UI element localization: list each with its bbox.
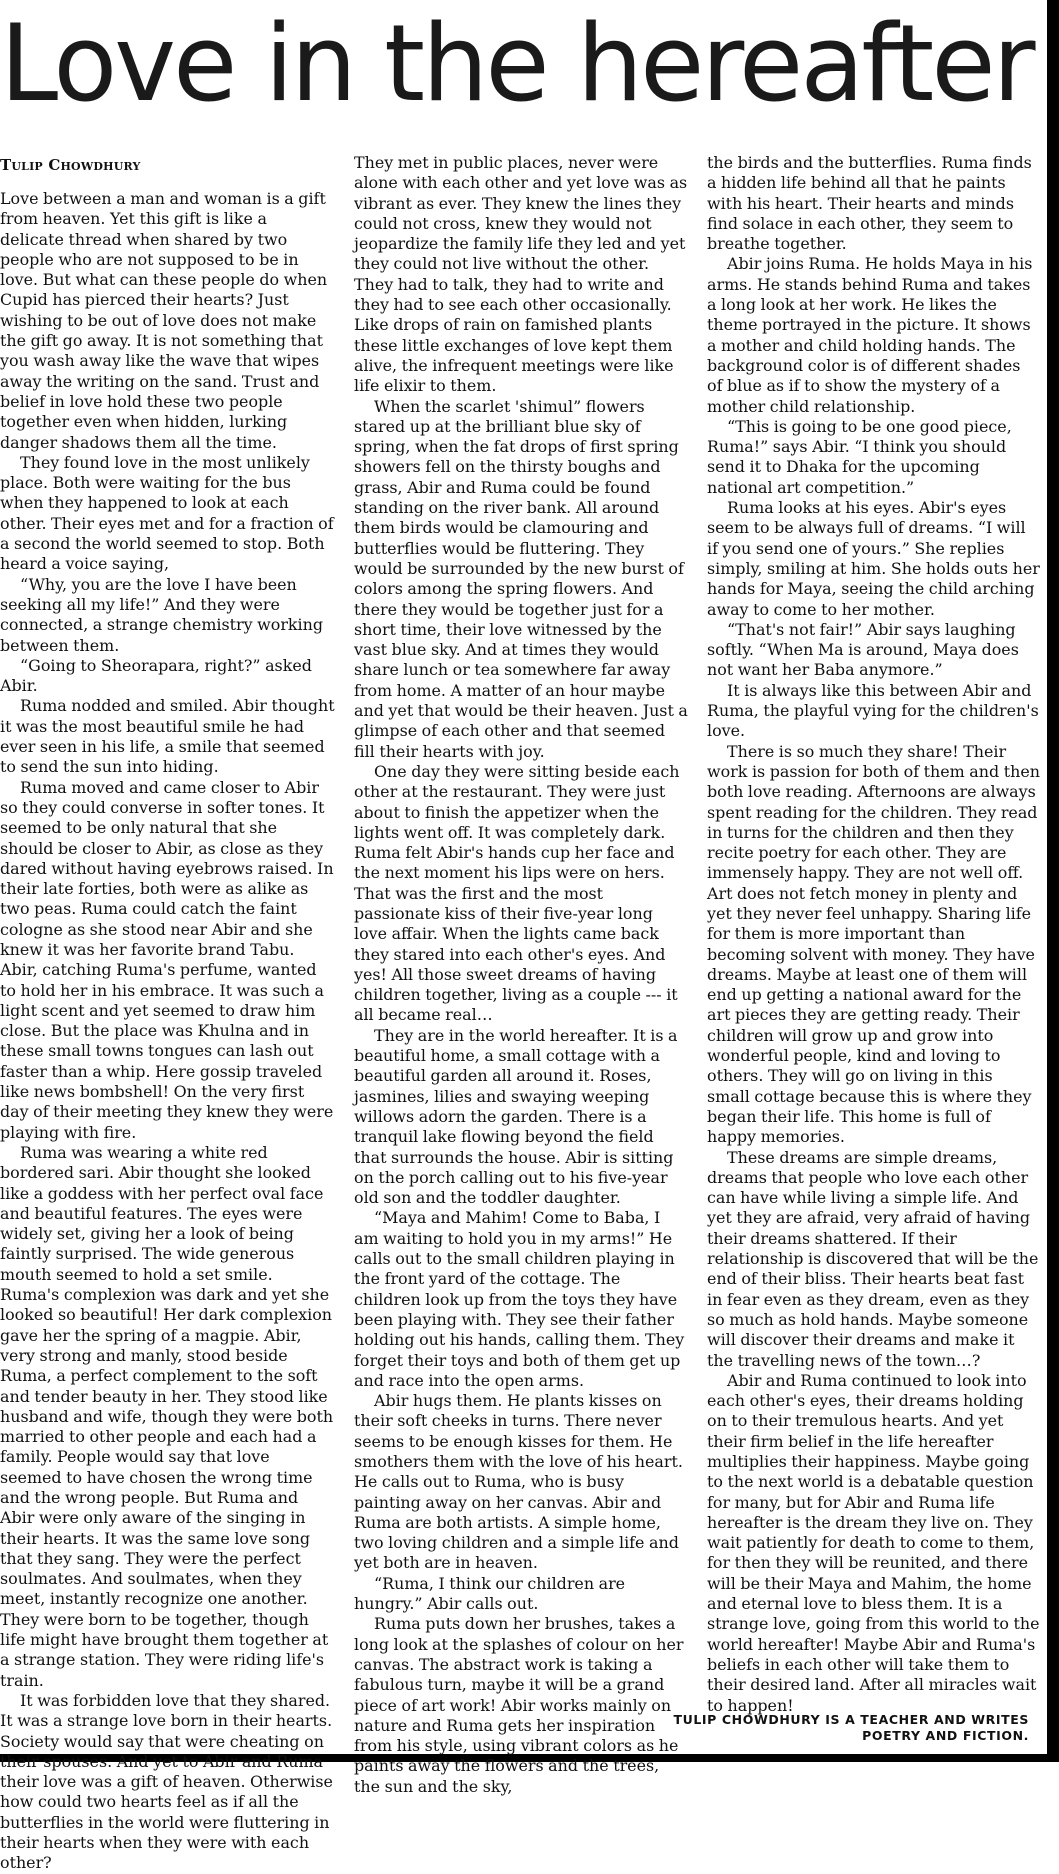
column-1 [0,189,335,1874]
paragraph: It was forbidden love that they shared. It was a strange love born in their hearts. Society would say that were cheating on their spouses. And yet to Abir and Ruma their love was a gift of heaven. Otherwise how could two hearts feel as if all the butterflies in the world were fluttering in their hearts when they were with each other? [0,1690,333,1873]
paragraph: Abir and Ruma continued to look into each other's eyes, their dreams holding on to their tremulous hearts. And yet their firm belief in the life hereafter multiplies their happiness. Maybe going to the next world is a debatable question for many, but for Abir and Ruma life hereafter is the dream they live on. They wait patiently for death to come to them, for then they will be reunited, and there will be their Maya and Mahim, the home and eternal love to bless them. It is a strange love, going from this world to the world hereafter! Maybe Abir and Ruma's beliefs in each other will take them to their desired land. After all miracles wait to happen! [707,1370,1040,1715]
byline: Tulip Chowdhury [0,156,141,174]
paragraph: Ruma looks at his eyes. Abir's eyes seem to be always full of dreams. “I will if you send one of yours.” She replies simply, smiling at him. She holds outs her hands for Maya, seeing the child arching away to come to her mother. [707,498,1040,619]
paragraph: They found love in the most unlikely place. Both were waiting for the bus when they happened to look at each other. Their eyes met and for a fraction of a second the world seemed to stop. Both heard a voice saying, [0,452,334,574]
column-3 [707,153,1040,1716]
paragraph: “Why, you are the love I have been seeking all my life!” And they were connected, a strange chemistry working between them. [0,574,324,655]
paragraph: Abir joins Ruma. He holds Maya in his arms. He stands behind Ruma and takes a long look at her work. He likes the theme portrayed in the picture. It shows a mother and child holding hands. The background color is of different shades of blue as if to show the mystery of a mother child relationship. [707,254,1033,416]
paragraph: When the scarlet 'shimul” flowers stared up at the brilliant blue sky of spring, when the fat drops of first spring showers fell on the thirsty boughs and grass, Abir and Ruma could be found standing on the river bank. All around them birds would be clamouring and butterflies would be fluttering. They would be surrounded by the new burst of colors among the spring flowers. And there they would be together just for a short time, their love witnessed by the vast blue sky. And at times they would share lunch or tea somewhere far away from home. A matter of an hour maybe and yet that would be their heaven. Just a glimpse of each other and that seemed fill their hearts with joy. [354,396,688,761]
paragraph: Love between a man and woman is a gift from heaven. Yet this gift is like a delicate thread when shared by two people who are not supposed to be in love. But what can these people do when Cupid has pierced their hearts? Just wishing to be out of love does not make the gift go away. It is not something that you wash away like the wave that wipes away the writing on the sand. Trust and belief in love hold these two people together even when hidden, lurking danger shadows them all the time. [0,189,328,452]
column-2 [354,153,689,1797]
author-note: TULIP CHOWDHURY IS A TEACHER AND WRITES POETRY AND FICTION. [673,1712,1029,1743]
paragraph: Ruma puts down her brushes, takes a long look at the splashes of colour on her canvas. The abstract work is taking a fabulous turn, maybe it will be a grand piece of art work! Abir works mainly on nature and Ruma gets her inspiration from his style, using vibrant colors as he paints away the flowers and the trees, the sun and the sky, [354,1614,684,1796]
paragraph: “Maya and Mahim! Come to Baba, I am waiting to hold you in my arms!” He calls out to the small children playing in the front yard of the cottage. The children look up from the toys they have been playing with. They see their father holding out his hands, calling them. They forget their toys and both of them get up and race into the open arms. [354,1208,685,1390]
paragraph: “That's not fair!” Abir says laughing softly. “When Ma is around, Maya does not want her Baba anymore.” [707,619,1019,680]
paragraph: It is always like this between Abir and Ruma, the playful vying for the children's love. [707,680,1039,741]
paragraph: These dreams are simple dreams, dreams that people who love each other can have while living a simple life. And yet they are afraid, very afraid of having their dreams shattered. If their relationship is discovered that will be the end of their bliss. Their hearts beat fast in fear even as they dream, even as they so much as hold hands. Maybe someone will discover their dreams and make it the travelling news of the town…? [707,1147,1039,1370]
paragraph: “Ruma, I think our children are hungry.” Abir calls out. [354,1573,626,1614]
paragraph: “This is going to be one good piece, Ruma!” says Abir. “I think you should send it to Dhaka for the upcoming national art competition.” [707,416,1012,497]
paragraph: They met in public places, never were alone with each other and yet love was as vibrant as ever. They knew the lines they could not cross, knew they would not jeopardize the family life they led and yet they could not live without the other. They had to talk, they had to write and they had to see each other occasionally. Like drops of rain on famished plants these little exchanges of love kept them alive, the infrequent meetings were like life elixir to them. [354,153,688,396]
paragraph: “Going to Sheorapara, right?” asked Abir. [0,655,312,696]
paragraph: Ruma moved and came closer to Abir so they could converse in softer tones. It seemed to be only natural that she should be closer to Abir, as close as they dared without having eyebrows raised. In their late forties, both were as alike as two peas. Ruma could catch the faint cologne as she stood near Abir and she knew it was her favorite brand Tabu. Abir, catching Ruma's perfume, wanted to hold her in his embrace. It was such a light scent and yet seemed to draw him close. But the place was Khulna and in these small towns tongues can lash out faster than a whip. Here gossip traveled like news bombshell! On the very first day of their meeting they knew they were playing with fire. [0,777,334,1142]
paragraph: the birds and the butterflies. Ruma finds a hidden life behind all that he paints with his heart. Their hearts and minds find solace in each other, they seem to breathe together. [707,153,1032,254]
paragraph: They are in the world hereafter. It is a beautiful home, a small cottage with a beautiful garden all around it. Roses, jasmines, lilies and swaying weeping willows adorn the garden. There is a tranquil lake flowing beyond the field that surrounds the house. Abir is sitting on the porch calling out to his five-year old son and the toddler daughter. [354,1025,678,1208]
paragraph: Abir hugs them. He plants kisses on their soft cheeks in turns. There never seems to be enough kisses for them. He smothers them with the love of his heart. He calls out to Ruma, who is busy painting away on her canvas. Abir and Ruma are both artists. A simple home, two loving children and a simple life and yet both are in heaven. [354,1391,683,1573]
headline: Love in the hereafter [0,2,1033,125]
paragraph: One day they were sitting beside each other at the restaurant. They were just about to finish the appetizer when the lights went off. It was completely dark. Ruma felt Abir's hands cup her face and the next moment his lips were on hers. That was the first and the most passionate kiss of their five-year long love affair. When the lights came back they stared into each other's eyes. And yes! All those sweet dreams of having children together, living as a couple --- it all became real… [354,761,680,1025]
paragraph: There is so much they share! Their work is passion for both of them and then both love reading. Afternoons are always spent reading for the children. They read in turns for the children and then they recite poetry for each other. They are immensely happy. They are not well off. Art does not fetch money in plenty and yet they never feel unhappy. Sharing life for them is more important than becoming solvent with money. They have dreams. Maybe at least one of them will end up getting a national award for the art pieces they are getting ready. Their children will grow up and grow into wonderful people, kind and loving to others. They will go on living in this small cottage because this is where they began their life. This home is full of happy memories. [707,741,1040,1147]
paragraph: Ruma nodded and smiled. Abir thought it was the most beautiful smile he had ever seen in his life, a smile that seemed to send the sun into hiding. [0,696,335,777]
paragraph: Ruma was wearing a white red bordered sari. Abir thought she looked like a goddess with her perfect oval face and beautiful features. The eyes were widely set, giving her a look of being faintly surprised. The wide generous mouth seemed to hold a set smile. Ruma's complexion was dark and yet she looked so beautiful! Her dark complexion gave her the spring of a magpie. Abir, very strong and manly, stood beside Ruma, a perfect complement to the soft and tender beauty in her. They stood like husband and wife, though they were both married to other people and each had a family. People would say that love seemed to have chosen the wrong time and the wrong people. But Ruma and Abir were only aware of the singing in their hearts. It was the same love song that they sang. They were the perfect soulmates. And soulmates, when they meet, instantly recognize one another. They were born to be together, though life might have brought them together at a strange station. They were riding life's train. [0,1142,334,1690]
